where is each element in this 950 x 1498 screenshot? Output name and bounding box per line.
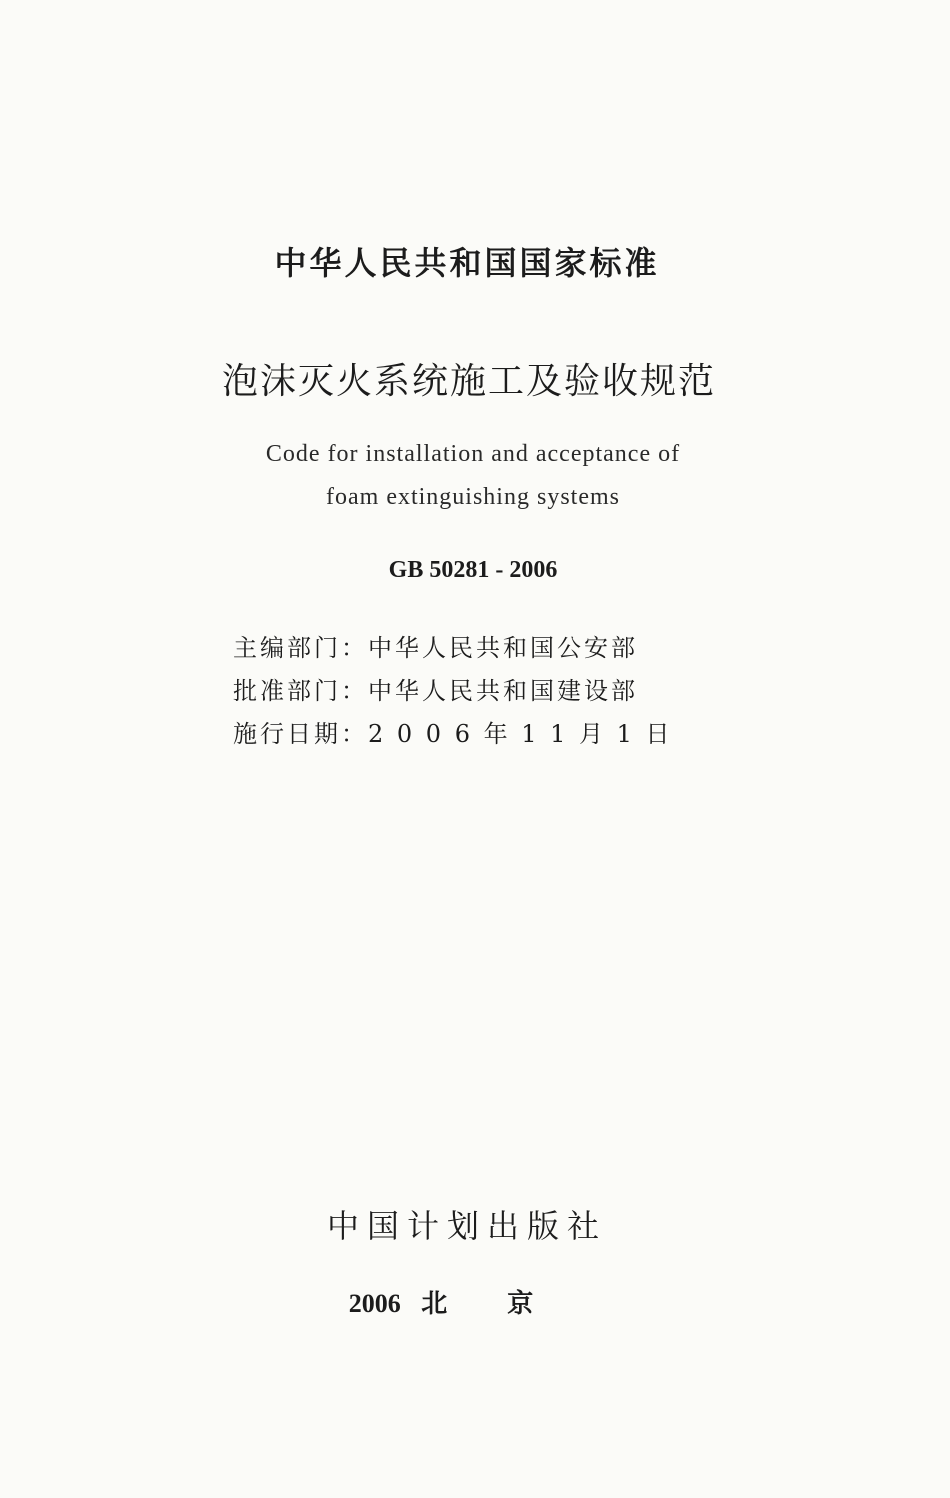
publication-city: 北京 [421,1289,594,1319]
document-title-english-line-2: foam extinguishing systems [326,484,620,510]
document-title-english-line-1: Code for installation and acceptance of [265,441,681,467]
national-standard-heading: 中华人民共和国国家标准 [274,244,660,282]
editing-department: 主编部门：中华人民共和国公安部 [233,634,638,662]
document-title-chinese: 泡沫灭火系统施工及验收规范 [221,361,716,402]
publication-place [0,1283,946,1320]
effective-date: 施行日期：2 0 0 6 年 1 1 月 1 日 [233,720,673,748]
publisher-name: 中国计划出版社 [326,1207,607,1245]
standard-code: GB 50281 - 2006 [388,557,558,583]
approving-department: 批准部门：中华人民共和国建设部 [233,677,638,705]
publication-year: 2006 [348,1289,401,1318]
